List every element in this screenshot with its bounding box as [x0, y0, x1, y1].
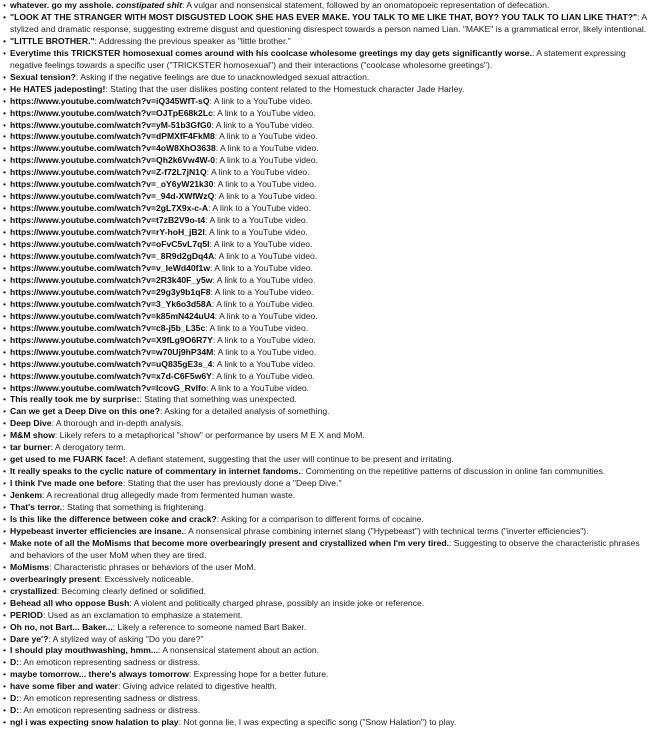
- entry-definition: : Likely refers to a metaphorical "show" or performance by users M E X and MoM.: [54, 430, 365, 441]
- entry-term: [10, 191, 214, 201]
- entry-term: [10, 394, 139, 404]
- entry-term-text: whatever. go my asshole.: [10, 0, 117, 10]
- entry-term-text: https://www.youtube.com/watch?v=w70Uj9hP34M: [10, 346, 214, 357]
- glossary-entry: [2, 131, 656, 143]
- entry-definition: : A link to a YouTube video.: [213, 346, 317, 357]
- entry-definition: : A link to a YouTube video.: [214, 251, 318, 262]
- entry-term: [10, 657, 19, 667]
- entry-term: [10, 634, 48, 644]
- entry-term-text: "LITTLE BROTHER.": [10, 35, 95, 46]
- entry-term: [10, 36, 95, 46]
- entry-term-text: crystallized: [10, 585, 57, 596]
- glossary-entry: [2, 155, 656, 167]
- entry-definition: : A stylized and dramatic response, suggesting extreme disgust and questioning disrespect towards a person named Lian. "MAKE" is a grammatical error, likely intentional.: [10, 11, 647, 34]
- entry-definition: : A nonsensical phrase combining internet slang ("Hypebeast") with technical terms ("inverter efficiencies").: [183, 525, 589, 536]
- entry-term-text: Deep Dive: [10, 418, 52, 429]
- glossary-entry: [2, 227, 656, 239]
- entry-term: [10, 203, 208, 213]
- entry-definition: : A link to a YouTube video.: [214, 191, 318, 202]
- entry-term: [10, 155, 215, 165]
- entry-definition: : Stating that something is frightening.: [62, 502, 206, 513]
- entry-definition: : Not gonna lie, I was expecting a specific song ("Snow Halation") to play.: [178, 717, 457, 728]
- glossary-entry: [2, 394, 656, 406]
- entry-definition: : A link to a YouTube video.: [214, 131, 318, 142]
- entry-definition: : A link to a YouTube video.: [213, 179, 317, 190]
- entry-term: [10, 502, 62, 512]
- glossary-entry: [2, 634, 656, 646]
- entry-term-text: https://www.youtube.com/watch?v=k85mN424uU4: [10, 310, 215, 321]
- entry-term: [10, 406, 160, 416]
- entry-term: [10, 215, 205, 225]
- entry-definition: : A link to a YouTube video.: [211, 370, 315, 381]
- entry-term-text: Dare ye'?: [10, 633, 49, 644]
- entry-term: [10, 263, 210, 273]
- glossary-entry: [2, 347, 656, 359]
- entry-definition: : A link to a YouTube video.: [209, 95, 313, 106]
- entry-term: [10, 287, 210, 297]
- entry-definition: : A link to a YouTube video.: [205, 215, 309, 226]
- entry-term: [10, 490, 42, 500]
- glossary-entry: [2, 12, 656, 36]
- entry-term: [10, 681, 118, 691]
- entry-term: [10, 383, 206, 393]
- entry-term: [10, 645, 158, 655]
- glossary-entry: [2, 120, 656, 132]
- entry-term: [10, 359, 212, 369]
- entry-term-text: https://www.youtube.com/watch?v=2gL7X9x-c-A: [10, 203, 209, 214]
- entry-term-text: M&M show: [10, 430, 55, 441]
- entry-term: [10, 120, 211, 130]
- entry-term-text: https://www.youtube.com/watch?v=X9fLg9O6R7Y: [10, 334, 213, 345]
- entry-term-text: That's terror.: [10, 502, 63, 513]
- entry-term-text: D:: [10, 657, 20, 668]
- entry-definition: : Excessively noticeable.: [99, 573, 194, 584]
- entry-term: [10, 598, 129, 608]
- entry-term: [10, 239, 210, 249]
- glossary-entry: [2, 466, 656, 478]
- glossary-entry: [2, 442, 656, 454]
- entry-term: [10, 466, 301, 476]
- glossary-entry: [2, 454, 656, 466]
- entry-term-text: I think I've made one before: [10, 478, 123, 489]
- entry-term: [10, 84, 105, 94]
- entry-term-text: https://www.youtube.com/watch?v=iQ345WfT-sQ: [10, 95, 210, 106]
- entry-definition: : A link to a YouTube video.: [206, 382, 310, 393]
- entry-term: [10, 538, 449, 548]
- glossary-entry: [2, 179, 656, 191]
- entry-term-text: https://www.youtube.com/watch?v=4oW8XhO3638: [10, 143, 216, 154]
- entry-term-text: https://www.youtube.com/watch?v=_oY6yW21k30: [10, 179, 214, 190]
- entry-term-text: Can we get a Deep Dive on this one?: [10, 406, 160, 417]
- entry-term: [10, 622, 113, 632]
- entry-definition: : Asking for a detailed analysis of something.: [159, 406, 330, 417]
- entry-definition: : A link to a YouTube video.: [212, 334, 316, 345]
- glossary-entry: [2, 263, 656, 275]
- entry-definition: : Expressing hope for a better future.: [188, 669, 329, 680]
- glossary-entry: [2, 490, 656, 502]
- entry-term-text: https://www.youtube.com/watch?v=2R3k40F_y5w: [10, 274, 213, 285]
- entry-term: [10, 705, 19, 715]
- entry-term-text: Is this like the difference between coke and crack?: [10, 513, 217, 524]
- glossary-entry: [2, 251, 656, 263]
- glossary-entry: [2, 275, 656, 287]
- entry-term: [10, 275, 212, 285]
- entry-term-text: get used to me FUARK face!: [10, 454, 126, 465]
- glossary-entry: [2, 191, 656, 203]
- entry-term-text: This really took me by surprise:: [10, 394, 140, 405]
- entry-definition: : A link to a YouTube video.: [210, 286, 314, 297]
- entry-definition: : A recreational drug allegedly made from fermented human waste.: [42, 490, 296, 501]
- entry-term: [10, 562, 49, 572]
- glossary-entry: [2, 514, 656, 526]
- entry-term: [10, 371, 212, 381]
- entry-term-text: Make note of all the MoMisms that become more overbearingly present and crystallized when I'm very tired.: [10, 537, 450, 548]
- glossary-entry: [2, 586, 656, 598]
- entry-definition: : A link to a YouTube video.: [215, 155, 318, 166]
- entry-term-text: https://www.youtube.com/watch?v=yM-51b3GfG0: [10, 119, 212, 130]
- entry-term-text: MoMisms: [10, 561, 50, 572]
- glossary-entry: [2, 645, 656, 657]
- entry-definition: : Likely a reference to someone named Bart Baker.: [112, 621, 307, 632]
- entry-term-text: https://www.youtube.com/watch?v=uQ835gE3s_4: [10, 358, 213, 369]
- glossary-entry: [2, 705, 656, 717]
- entry-term-text: https://www.youtube.com/watch?v=rY-hoH_jB2I: [10, 227, 205, 238]
- entry-definition: : A link to a YouTube video.: [211, 298, 315, 309]
- entry-term-text: https://www.youtube.com/watch?v=dPMXfF4FkM8: [10, 131, 215, 142]
- entry-term-text: ngl i was expecting snow halation to play: [10, 717, 179, 728]
- entry-term: [10, 72, 76, 82]
- glossary-entry: [2, 717, 656, 729]
- entry-definition: : Suggesting to observe the characteristic phrases and behaviors of the user MoM when they are tired.: [10, 537, 640, 560]
- entry-definition: : Addressing the previous speaker as "little brother.": [94, 35, 291, 46]
- entry-definition: : An emoticon representing sadness or distress.: [19, 657, 201, 668]
- entry-definition: : A violent and politically charged phrase, possibly an inside joke or reference.: [129, 597, 425, 608]
- glossary-entry: [2, 574, 656, 586]
- entry-term: [10, 347, 213, 357]
- glossary-entry: [2, 36, 656, 48]
- entry-term: [10, 167, 207, 177]
- entry-term-emphasis: constipated shit: [116, 0, 182, 10]
- glossary-entry: [2, 299, 656, 311]
- entry-definition: : Asking for a comparison to different forms of cocaine.: [216, 513, 424, 524]
- entry-definition: : Commenting on the repetitive patterns of discussion in online fan communities.: [300, 466, 606, 477]
- glossary-entry: [2, 167, 656, 179]
- glossary-entry: [2, 359, 656, 371]
- entry-term-text: He HATES jadeposting!: [10, 83, 106, 94]
- entry-definition: : A link to a YouTube video.: [215, 143, 319, 154]
- entry-term: [10, 514, 217, 524]
- entry-term: [10, 96, 210, 106]
- glossary-entry: [2, 287, 656, 299]
- glossary-entry: [2, 622, 656, 634]
- entry-definition: : A link to a YouTube video.: [212, 358, 316, 369]
- entry-term: [10, 717, 179, 727]
- entry-term: [10, 143, 216, 153]
- entry-term-text: https://www.youtube.com/watch?v=3_Yk6o3d58A: [10, 298, 212, 309]
- entry-definition: : A link to a YouTube video.: [205, 322, 309, 333]
- glossary-entry: [2, 239, 656, 251]
- entry-term-text: maybe tomorrow... there's always tomorrow: [10, 669, 189, 680]
- entry-definition: : A link to a YouTube video.: [214, 310, 318, 321]
- glossary-entry: [2, 96, 656, 108]
- entry-term: [10, 418, 52, 428]
- entry-definition: : A stylized way of asking "Do you dare?": [48, 633, 204, 644]
- glossary-entry: [2, 323, 656, 335]
- entry-term: [10, 442, 51, 452]
- entry-definition: : A link to a YouTube video.: [212, 274, 316, 285]
- entry-term: [10, 574, 100, 584]
- entry-term-text: https://www.youtube.com/watch?v=_94d-XWfWzQ: [10, 191, 215, 202]
- glossary-entry: [2, 562, 656, 574]
- entry-term: [10, 48, 532, 58]
- entry-definition: : A link to a YouTube video.: [204, 227, 308, 238]
- glossary-entry: [2, 383, 656, 395]
- entry-definition: : An emoticon representing sadness or distress.: [19, 693, 201, 704]
- glossary-entry: [2, 203, 656, 215]
- entry-definition: : Used as an exclamation to emphasize a statement.: [42, 609, 243, 620]
- entry-term: [10, 131, 215, 141]
- glossary-entry: [2, 108, 656, 120]
- entry-definition: : Asking if the negative feelings are due to unacknowledged sexual attraction.: [75, 71, 370, 82]
- entry-term-text: https://www.youtube.com/watch?v=lcovG_Rvlfo: [10, 382, 207, 393]
- entry-definition: : A link to a YouTube video.: [209, 239, 313, 250]
- glossary-entry: [2, 478, 656, 490]
- entry-term: [10, 454, 126, 464]
- entry-term: [10, 430, 55, 440]
- entry-definition: : Becoming clearly defined or solidified.: [56, 585, 206, 596]
- entry-term-text: D:: [10, 705, 20, 716]
- entry-definition: : A derogatory term.: [50, 442, 126, 453]
- entry-term-text: Sexual tension?: [10, 71, 76, 82]
- entry-term: [10, 0, 182, 10]
- entry-term-text: https://www.youtube.com/watch?v=x7d-C6F5w6Y: [10, 370, 212, 381]
- glossary-entry: [2, 430, 656, 442]
- entry-term-text: https://www.youtube.com/watch?v=c8-j5b_L35c: [10, 322, 206, 333]
- glossary-entry: [2, 610, 656, 622]
- entry-term-text: https://www.youtube.com/watch?v=Qh2k6Vw4W-0: [10, 155, 216, 166]
- glossary-entry: [2, 526, 656, 538]
- glossary-entry: [2, 84, 656, 96]
- glossary-entry: [2, 215, 656, 227]
- entry-term-text: D:: [10, 693, 20, 704]
- glossary-entry: [2, 538, 656, 562]
- entry-term-text: "LOOK AT THE STRANGER WITH MOST DISGUSTED LOOK SHE HAS EVER MAKE. YOU TALK TO ME LIKE THAT, BOY? YOU TALK TO LIAN LIKE THAT?": [10, 11, 638, 22]
- glossary-entry: [2, 598, 656, 610]
- entry-term: [10, 311, 215, 321]
- entry-term-text: https://www.youtube.com/watch?v=Z-f72L7jN1Q: [10, 167, 207, 178]
- entry-definition: : A nonsensical statement about an action.: [158, 645, 320, 656]
- entry-term-text: https://www.youtube.com/watch?v=oFvC5vL7q5I: [10, 239, 210, 250]
- entry-definition: : A link to a YouTube video.: [206, 167, 310, 178]
- entry-term-text: I should play mouthwashing, hmm...: [10, 645, 159, 656]
- entry-term-text: Jenkem: [10, 490, 43, 501]
- glossary-entry: [2, 681, 656, 693]
- entry-definition: : A vulgar and nonsensical statement, followed by an onomatopoeic representation of defecation.: [181, 0, 550, 10]
- entry-term-text: Behead all who oppose Bush: [10, 597, 130, 608]
- entry-definition: : Stating that the user dislikes posting content related to the Homestuck character Jade Harley.: [105, 83, 465, 94]
- entry-definition: : A statement expressing negative feelings towards a specific user ("TRICKSTER homosexual") and their interactions ("coolcase wholesome greetings").: [10, 47, 626, 70]
- entry-term: [10, 586, 57, 596]
- entry-term: [10, 669, 189, 679]
- entry-definition: : Characteristic phrases or behaviors of the user MoM.: [49, 561, 256, 572]
- glossary-entry: [2, 143, 656, 155]
- glossary-entry: [2, 311, 656, 323]
- entry-definition: : Stating that the user has previously done a "Deep Dive.": [122, 478, 342, 489]
- entry-term-text: https://www.youtube.com/watch?v=t7zB2V9o-t4: [10, 215, 206, 226]
- entry-term: [10, 12, 637, 22]
- glossary-entry: [2, 371, 656, 383]
- entry-term-text: overbearingly present: [10, 573, 100, 584]
- entry-term-text: https://www.youtube.com/watch?v=v_IeWd40f1w: [10, 262, 210, 273]
- entry-term-text: https://www.youtube.com/watch?v=OJTpE68k2Lc: [10, 107, 213, 118]
- glossary-entry: [2, 335, 656, 347]
- entry-term: [10, 335, 213, 345]
- glossary-entry: [2, 693, 656, 705]
- entry-term: [10, 610, 43, 620]
- entry-term: [10, 526, 184, 536]
- entry-term: [10, 478, 123, 488]
- entry-term: [10, 693, 19, 703]
- glossary-entry: [2, 0, 656, 12]
- glossary-entry: [2, 502, 656, 514]
- glossary-entry: [2, 72, 656, 84]
- glossary-entry: [2, 48, 656, 72]
- entry-term-text: PERIOD: [10, 609, 43, 620]
- glossary-entry: [2, 418, 656, 430]
- glossary-entry: [2, 406, 656, 418]
- entry-term-text: https://www.youtube.com/watch?v=_8R9d2gDq4A: [10, 251, 215, 262]
- entry-term-text: It really speaks to the cyclic nature of commentary in internet fandoms.: [10, 466, 301, 477]
- entry-definition: : A link to a YouTube video.: [211, 119, 315, 130]
- entry-term-text: tar burner: [10, 442, 51, 453]
- entry-term: [10, 299, 212, 309]
- entry-term: [10, 108, 213, 118]
- entry-definition: : A thorough and in-depth analysis.: [51, 418, 184, 429]
- glossary-entry: [2, 657, 656, 669]
- glossary-entry: [2, 669, 656, 681]
- entry-term-text: Hypebeast inverter efficiencies are insane.: [10, 525, 184, 536]
- entry-definition: : Stating that something was unexpected.: [139, 394, 297, 405]
- entry-term-text: Oh no, not Bart... Baker...: [10, 621, 113, 632]
- entry-term: [10, 323, 205, 333]
- entry-term: [10, 179, 213, 189]
- entry-definition: : A link to a YouTube video.: [210, 262, 313, 273]
- entry-definition: : An emoticon representing sadness or distress.: [19, 705, 201, 716]
- entry-definition: : Giving advice related to digestive health.: [117, 681, 278, 692]
- entry-term-text: have some fiber and water: [10, 681, 118, 692]
- entry-term: [10, 251, 214, 261]
- entry-definition: : A link to a YouTube video.: [208, 203, 311, 214]
- entry-term-text: Everytime this TRICKSTER homosexual comes around with his coolcase wholesome greetings my day gets significantly worse.: [10, 47, 532, 58]
- entry-term-text: https://www.youtube.com/watch?v=29g3y9b1qF8: [10, 286, 211, 297]
- entry-definition: : A link to a YouTube video.: [212, 107, 316, 118]
- entry-term: [10, 227, 205, 237]
- entry-definition: : A defiant statement, suggesting that the user will continue to be present and irritating.: [125, 454, 454, 465]
